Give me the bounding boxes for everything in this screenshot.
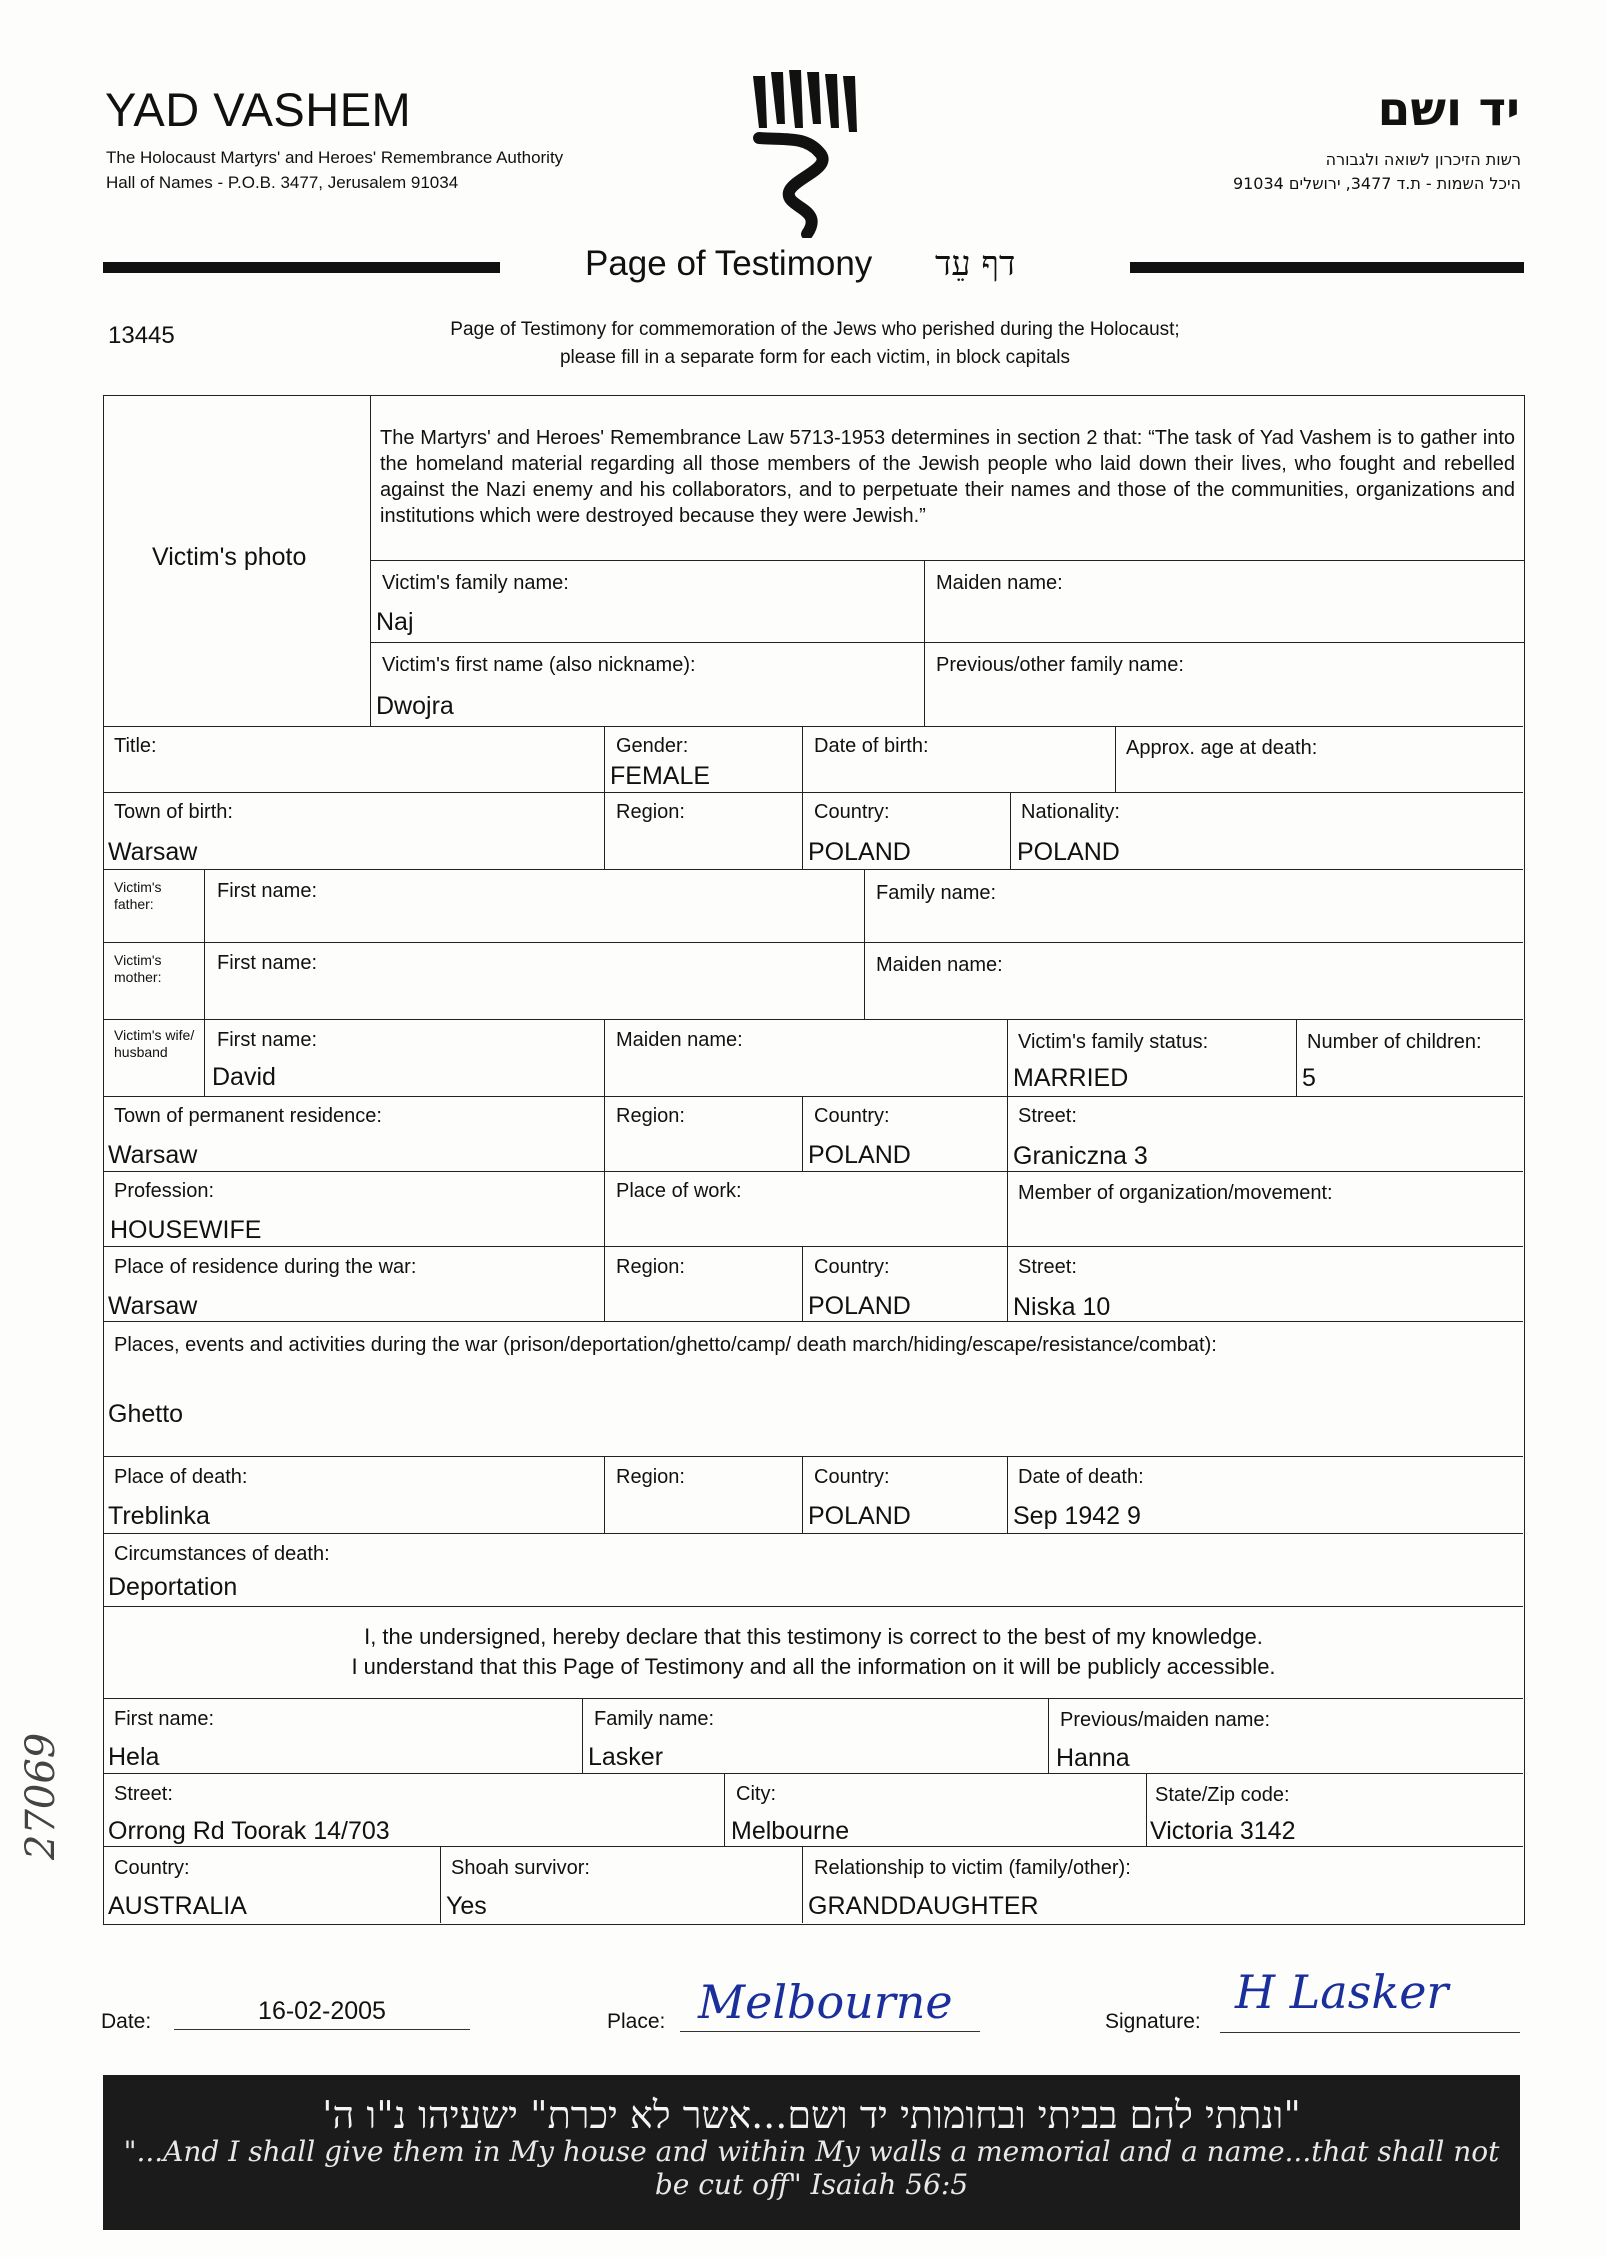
declaration [105,1622,1522,1682]
divider [103,942,1523,943]
circumstances-of-death-label: Circumstances of death: [114,1543,330,1565]
divider [103,869,1523,870]
family-status-label: Victim's family status: [1018,1031,1209,1053]
war-country-value[interactable]: POLAND [808,1292,911,1320]
submitter-first-name-label: First name: [114,1708,215,1730]
title-bar-right [1130,262,1524,273]
victim-maiden-name-label: Maiden name: [936,572,1063,594]
spouse-maiden-name-label: Maiden name: [616,1029,743,1051]
nationality-value[interactable]: POLAND [1017,838,1120,866]
death-country-value[interactable]: POLAND [808,1502,911,1530]
victim-title-label: Title: [114,735,157,757]
war-events-label: Places, events and activities during the war (prison/deportation/ghetto/camp/ death march/hiding/escape/resistance/combat): [114,1334,1217,1356]
number-of-children-label: Number of children: [1307,1031,1482,1053]
date-value[interactable]: 16-02-2005 [258,1997,386,2025]
birth-region-label: Region: [616,801,685,823]
place-of-death-value[interactable]: Treblinka [108,1502,210,1530]
divider [370,642,1524,643]
declaration-line-1: I, the undersigned, hereby declare that this testimony is correct to the best of my knowledge. [364,1624,1263,1649]
victim-first-name-value[interactable]: Dwojra [376,692,454,720]
divider [604,1096,605,1321]
instructions-line-2: please fill in a separate form for each victim, in block capitals [559,347,1071,368]
spouse-first-name-label: First name: [217,1029,318,1051]
spouse-side-label: Victim's wife/ husband [114,1027,195,1060]
org-subtitle: The Holocaust Martyrs' and Heroes' Remembrance Authority [106,148,564,167]
submitter-street-label: Street: [114,1783,173,1805]
reference-number: 13445 [108,322,175,349]
permanent-residence-value[interactable]: Warsaw [108,1141,198,1169]
submitter-city-label: City: [736,1783,776,1805]
org-address-hebrew [1233,148,1521,196]
submitter-first-name-value[interactable]: Hela [108,1743,160,1771]
submitter-state-label: State/Zip code: [1155,1784,1290,1806]
spouse-first-name-value[interactable]: David [212,1063,276,1091]
divider [802,1246,803,1321]
residence-street-value[interactable]: Graniczna 3 [1013,1142,1148,1170]
relationship-value[interactable]: GRANDDAUGHTER [808,1892,1039,1920]
war-country-label: Country: [814,1256,890,1278]
org-name-hebrew: יד ושם [1377,82,1520,137]
instructions-line-1: Page of Testimony for commemoration of the Jews who perished during the Holocaust; [450,319,1180,340]
divider [1048,1698,1049,1773]
page-title: Page of Testimony [585,244,873,283]
page-title-hebrew: דף עֵד [935,244,1016,284]
death-region-label: Region: [616,1466,685,1488]
title-bar-left [103,262,500,273]
war-events-value[interactable]: Ghetto [108,1400,184,1428]
divider [103,1846,1523,1847]
org-po-box-hebrew: היכל השמות - ת.ד 3477, ירושלים 91034 [1232,174,1521,193]
divider [802,1096,803,1171]
residence-country-value[interactable]: POLAND [808,1141,911,1169]
mother-side-label: Victim's mother: [114,952,162,985]
residence-country-label: Country: [814,1105,890,1127]
war-residence-value[interactable]: Warsaw [108,1292,198,1320]
member-of-organization-label: Member of organization/movement: [1018,1182,1333,1204]
submitter-family-name-label: Family name: [594,1708,715,1730]
submitter-state-value[interactable]: Victoria 3142 [1150,1817,1296,1845]
divider [103,1019,1523,1020]
divider [802,726,803,869]
divider [103,1773,1523,1774]
submitter-country-label: Country: [114,1857,190,1879]
divider [1007,1246,1008,1321]
date-of-death-value[interactable]: Sep 1942 9 [1013,1502,1141,1530]
war-residence-label: Place of residence during the war: [114,1256,417,1278]
circumstances-of-death-value[interactable]: Deportation [108,1573,238,1601]
divider [103,1096,1523,1097]
town-of-birth-value[interactable]: Warsaw [108,838,198,866]
photo-divider [370,395,371,727]
mother-first-name-label: First name: [217,952,318,974]
family-status-value[interactable]: MARRIED [1013,1064,1129,1092]
divider [103,1533,1523,1534]
divider [604,1456,605,1533]
divider [1115,726,1116,792]
relationship-label: Relationship to victim (family/other): [814,1857,1131,1879]
mother-maiden-name-label: Maiden name: [876,954,1003,976]
birth-country-label: Country: [814,801,890,823]
place-of-death-label: Place of death: [114,1466,248,1488]
divider [103,1321,1523,1322]
signature-underline [1220,2032,1520,2033]
divider [724,1773,725,1846]
instructions [380,316,1250,372]
war-street-value[interactable]: Niska 10 [1013,1293,1111,1321]
death-country-label: Country: [814,1466,890,1488]
scripture-banner [103,2075,1520,2230]
war-region-label: Region: [616,1256,685,1278]
date-label: Date: [101,2010,152,2033]
shoah-survivor-label: Shoah survivor: [451,1857,590,1879]
date-underline [174,2029,470,2030]
org-name: YAD VASHEM [105,83,412,136]
place-value[interactable]: Melbourne [698,1975,953,2029]
divider [604,1019,605,1096]
shoah-survivor-value[interactable]: Yes [446,1892,487,1920]
permanent-residence-label: Town of permanent residence: [114,1105,382,1127]
divider [802,1846,803,1923]
divider [1007,1456,1008,1533]
divider [440,1846,441,1923]
nationality-label: Nationality: [1021,801,1120,823]
victim-previous-family-name-label: Previous/other family name: [936,654,1184,676]
divider [103,1698,1523,1699]
victim-photo-label: Victim's photo [152,543,307,571]
banner-hebrew-verse: "ונתתי להם בביתי ובחומותי יד ושם...אשר לא יכרת" ישעיהו נ"ו ה' [322,2093,1301,2137]
banner-english-verse: "...And I shall give them in My house and within My walls a memorial and a name...that shall not be cut off" Isaiah 56:5 [123,2135,1500,2201]
divider [604,726,605,869]
signature-label: Signature: [1105,2010,1201,2033]
margin-archive-number: 27069 [18,1732,64,1860]
divider [103,726,1523,727]
divider [1146,1773,1147,1846]
victim-dob-label: Date of birth: [814,735,929,757]
divider [103,792,1523,793]
place-underline [680,2031,980,2032]
date-of-death-label: Date of death: [1018,1466,1144,1488]
submitter-previous-name-value[interactable]: Hanna [1056,1744,1130,1772]
profession-label: Profession: [114,1180,215,1202]
father-family-name-label: Family name: [876,882,997,904]
father-first-name-label: First name: [217,880,318,902]
submitter-previous-name-label: Previous/maiden name: [1060,1709,1271,1731]
town-of-birth-label: Town of birth: [114,801,233,823]
org-address [106,145,563,195]
victim-family-name-label: Victim's family name: [382,572,569,594]
submitter-city-value[interactable]: Melbourne [731,1817,850,1845]
number-of-children-value[interactable]: 5 [1302,1064,1316,1092]
war-street-label: Street: [1018,1256,1077,1278]
divider [370,560,1524,561]
divider [103,1171,1523,1172]
divider [802,1456,803,1533]
submitter-street-value[interactable]: Orrong Rd Toorak 14/703 [108,1817,390,1845]
org-po-box: Hall of Names - P.O.B. 3477, Jerusalem 91034 [106,173,459,192]
birth-country-value[interactable]: POLAND [808,838,911,866]
divider [103,1246,1523,1247]
place-of-work-label: Place of work: [616,1180,742,1202]
menorah-logo-icon [745,68,865,238]
declaration-line-2: I understand that this Page of Testimony and all the information on it will be publicly accessible. [351,1654,1276,1679]
divider [924,560,925,726]
place-label: Place: [607,2010,666,2033]
divider [1010,792,1011,869]
divider [1007,1019,1008,1247]
law-text: The Martyrs' and Heroes' Remembrance Law 5713-1953 determines in section 2 that: “The task of Yad Vashem is to gather into the homeland material regarding all those members of the Jewish people who laid down their lives, who fought and rebelled against the Nazi enemy and his collaborators, and to perpetuate their names and those of the communities, organizations and institutions which were destroyed because they were Jewish.” [380,427,1515,527]
divider [582,1698,583,1773]
profession-value[interactable]: HOUSEWIFE [110,1216,262,1244]
submitter-country-value[interactable]: AUSTRALIA [108,1892,247,1920]
victim-first-name-label: Victim's first name (also nickname): [382,654,696,676]
residence-region-label: Region: [616,1105,685,1127]
father-side-label: Victim's father: [114,879,162,912]
victim-family-name-value[interactable]: Naj [376,608,414,636]
victim-age-label: Approx. age at death: [1126,737,1318,759]
victim-gender-label: Gender: [616,735,689,757]
divider [103,1456,1523,1457]
org-subtitle-hebrew: רשות הזיכרון לשואה ולגבורה [1325,150,1521,169]
victim-gender-value[interactable]: FEMALE [610,762,711,790]
divider [864,869,865,1019]
submitter-family-name-value[interactable]: Lasker [588,1743,664,1771]
residence-street-label: Street: [1018,1105,1077,1127]
divider [1296,1019,1297,1096]
divider [204,869,205,1096]
divider [103,1606,1523,1607]
signature-value[interactable]: H Lasker [1235,1965,1449,2019]
